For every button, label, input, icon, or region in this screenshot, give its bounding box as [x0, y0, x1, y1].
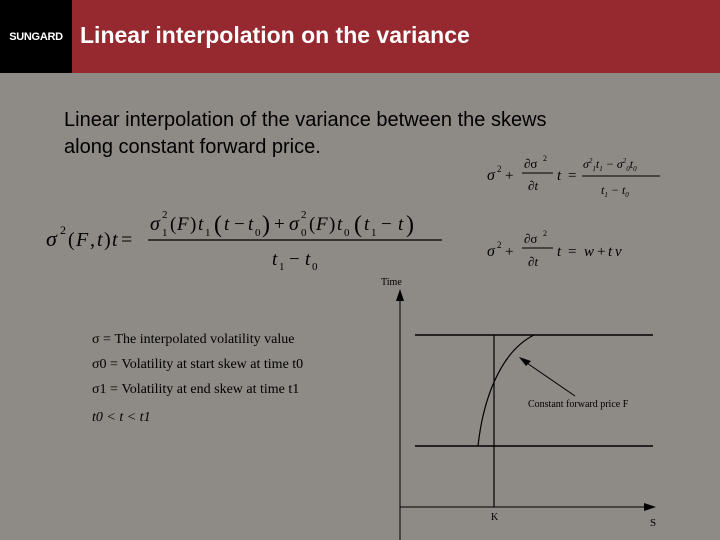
definition-sigma-text: The interpolated volatility value [114, 332, 295, 347]
svg-text:t: t [364, 214, 370, 235]
svg-text:): ) [190, 214, 197, 235]
svg-text:+: + [274, 214, 285, 235]
svg-text:w: w [584, 244, 595, 260]
svg-text:1: 1 [205, 227, 211, 239]
svg-text:t: t [557, 244, 562, 260]
intro-line-2: along constant forward price. [64, 136, 321, 158]
slide-title: Linear interpolation on the variance [80, 22, 470, 48]
svg-text:): ) [406, 212, 414, 238]
svg-text:(: ( [354, 212, 362, 238]
svg-text:−: − [234, 214, 245, 235]
svg-text:(: ( [170, 214, 177, 235]
svg-text:(: ( [68, 229, 75, 251]
svg-text:=: = [568, 244, 577, 260]
svg-text:−: − [381, 214, 392, 235]
svg-text:∂σ: ∂σ [524, 156, 538, 171]
time-axis-label: Time [381, 277, 402, 288]
svg-text:σ: σ [289, 213, 299, 235]
svg-text:2: 2 [543, 154, 547, 163]
svg-text:+: + [505, 244, 514, 260]
svg-text:t: t [198, 214, 204, 235]
svg-text:1: 1 [162, 227, 168, 239]
definition-sigma1-symbol: σ1 = [92, 382, 118, 397]
svg-text:F: F [316, 214, 328, 235]
svg-text:t1 − t0: $t_1 - t_0$ [601, 183, 629, 199]
forward-price-curve [478, 335, 534, 446]
svg-text:0: 0 [344, 227, 350, 239]
svg-text:): ) [329, 214, 336, 235]
definition-sigma-symbol: σ = [92, 332, 111, 347]
svg-text:∂t: ∂t [528, 178, 539, 193]
svg-text:t: t [272, 249, 278, 270]
svg-text:t: t [97, 229, 103, 251]
curve-pointer-line [524, 361, 575, 396]
svg-text:σ21t1 − σ20t0: $\sigma^2_1t_1 - \sigma^2_0t_0$ [583, 157, 637, 173]
svg-text:t: t [224, 214, 230, 235]
curve-label: Constant forward price F [528, 399, 629, 410]
logo-text: SUNGARD [9, 30, 63, 43]
svg-text:(: ( [309, 214, 316, 235]
svg-text:σ: σ [487, 243, 495, 260]
svg-text:t: t [112, 229, 118, 251]
svg-text:∂t: ∂t [528, 254, 539, 269]
svg-text:0: 0 [312, 261, 318, 273]
svg-text:−: − [289, 249, 300, 270]
svg-text:v: v [615, 244, 622, 260]
svg-text:+: + [597, 244, 606, 260]
definition-time-range-text: t0 < t < t1 [92, 410, 151, 425]
svg-text:F: F [177, 214, 189, 235]
svg-text:=: = [121, 229, 133, 251]
svg-text:,: , [90, 229, 95, 251]
svg-text:): ) [262, 212, 270, 238]
svg-text:+: + [505, 168, 514, 184]
svg-text:t: t [398, 214, 404, 235]
svg-text:t: t [337, 214, 343, 235]
svg-text:1: 1 [371, 227, 377, 239]
svg-text:=: = [568, 168, 577, 184]
svg-text:t: t [305, 249, 311, 270]
svg-text:2: 2 [301, 209, 307, 221]
svg-text:1: 1 [279, 261, 285, 273]
svg-text:t: t [608, 244, 613, 260]
time-axis-arrow-icon [396, 289, 404, 301]
definition-sigma1-text: Volatility at end skew at time t1 [121, 382, 300, 397]
strike-label: K [491, 512, 499, 523]
svg-text:2: 2 [60, 223, 66, 237]
svg-text:(: ( [214, 212, 222, 238]
s-axis-label: S [650, 517, 657, 529]
svg-text:σ: σ [46, 226, 57, 251]
svg-text:t: t [248, 214, 254, 235]
svg-text:F: F [76, 229, 89, 251]
s-axis-arrow-icon [644, 503, 656, 511]
definition-sigma0-text: Volatility at start skew at time t0 [121, 357, 304, 372]
svg-text:σ: σ [150, 213, 160, 235]
svg-text:2: 2 [162, 209, 168, 221]
svg-text:2: 2 [497, 240, 502, 250]
svg-text:0: 0 [301, 227, 307, 239]
svg-text:t: t [557, 168, 562, 184]
svg-text:σ: σ [487, 167, 495, 184]
svg-text:2: 2 [543, 229, 547, 238]
svg-text:2: 2 [497, 164, 502, 174]
svg-text:0: 0 [255, 227, 261, 239]
intro-line-1: Linear interpolation of the variance between the skews [64, 109, 547, 131]
svg-text:): ) [104, 229, 111, 251]
svg-text:∂σ: ∂σ [524, 231, 538, 246]
definition-sigma0-symbol: σ0 = [92, 357, 118, 372]
